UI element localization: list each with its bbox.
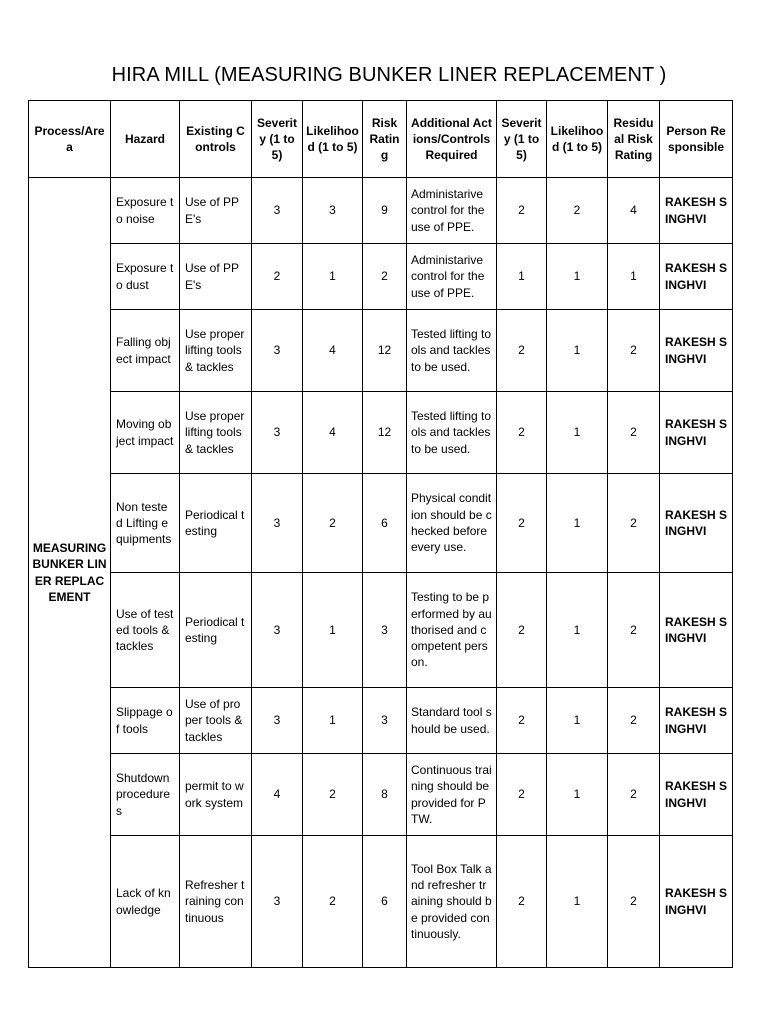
table-row xyxy=(29,688,733,754)
residual-risk-cell: 2 xyxy=(608,688,660,754)
person-cell: RAKESH SINGHVI xyxy=(660,178,733,244)
severity-cell: 2 xyxy=(252,244,303,310)
residual-likelihood-cell: 2 xyxy=(547,178,608,244)
hazard-cell: Exposure to dust xyxy=(111,244,180,310)
header-existing-controls: Existing Controls xyxy=(180,101,252,178)
hira-table xyxy=(28,100,733,968)
controls-cell: Use of proper tools & tackles xyxy=(180,688,252,754)
residual-severity-cell: 2 xyxy=(497,392,547,474)
risk-cell: 6 xyxy=(363,836,407,968)
severity-cell: 3 xyxy=(252,836,303,968)
hazard-cell: Slippage of tools xyxy=(111,688,180,754)
residual-risk-cell: 2 xyxy=(608,310,660,392)
table-row xyxy=(29,573,733,688)
table-row xyxy=(29,754,733,836)
likelihood-cell: 2 xyxy=(303,836,363,968)
person-cell: RAKESH SINGHVI xyxy=(660,310,733,392)
hazard-cell: Falling object impact xyxy=(111,310,180,392)
person-cell: RAKESH SINGHVI xyxy=(660,836,733,968)
risk-cell: 12 xyxy=(363,310,407,392)
severity-cell: 3 xyxy=(252,474,303,573)
hazard-cell: Exposure to noise xyxy=(111,178,180,244)
residual-likelihood-cell: 1 xyxy=(547,244,608,310)
actions-cell: Physical condition should be checked before every use. xyxy=(407,474,497,573)
residual-risk-cell: 2 xyxy=(608,573,660,688)
person-cell: RAKESH SINGHVI xyxy=(660,573,733,688)
residual-severity-cell: 1 xyxy=(497,244,547,310)
actions-cell: Continuous training should be provided for PTW. xyxy=(407,754,497,836)
person-cell: RAKESH SINGHVI xyxy=(660,244,733,310)
residual-risk-cell: 2 xyxy=(608,474,660,573)
hazard-cell: Lack of knowledge xyxy=(111,836,180,968)
residual-risk-cell: 2 xyxy=(608,836,660,968)
hazard-cell: Use of tested tools & tackles xyxy=(111,573,180,688)
table-row xyxy=(29,310,733,392)
residual-risk-cell: 2 xyxy=(608,392,660,474)
likelihood-cell: 1 xyxy=(303,573,363,688)
residual-risk-cell: 4 xyxy=(608,178,660,244)
table-row xyxy=(29,244,733,310)
controls-cell: permit to work system xyxy=(180,754,252,836)
header-likelihood: Likelihood (1 to 5) xyxy=(303,101,363,178)
controls-cell: Use of PPE's xyxy=(180,244,252,310)
residual-risk-cell: 1 xyxy=(608,244,660,310)
severity-cell: 3 xyxy=(252,392,303,474)
likelihood-cell: 1 xyxy=(303,244,363,310)
severity-cell: 3 xyxy=(252,310,303,392)
header-row xyxy=(29,101,733,178)
actions-cell: Tool Box Talk and refresher training should be provided continuously. xyxy=(407,836,497,968)
hazard-cell: Moving object impact xyxy=(111,392,180,474)
likelihood-cell: 2 xyxy=(303,754,363,836)
header-hazard: Hazard xyxy=(111,101,180,178)
hazard-cell: Shutdown procedures xyxy=(111,754,180,836)
risk-cell: 2 xyxy=(363,244,407,310)
residual-likelihood-cell: 1 xyxy=(547,754,608,836)
likelihood-cell: 1 xyxy=(303,688,363,754)
residual-severity-cell: 2 xyxy=(497,474,547,573)
residual-likelihood-cell: 1 xyxy=(547,392,608,474)
risk-cell: 12 xyxy=(363,392,407,474)
actions-cell: Administarive control for the use of PPE. xyxy=(407,178,497,244)
table-row xyxy=(29,392,733,474)
table-row xyxy=(29,178,733,244)
actions-cell: Standard tool should be used. xyxy=(407,688,497,754)
process-cell: MEASURING BUNKER LINER REPLACEMENT xyxy=(29,178,111,968)
likelihood-cell: 2 xyxy=(303,474,363,573)
header-residual-severity: Severity (1 to 5) xyxy=(497,101,547,178)
person-cell: RAKESH SINGHVI xyxy=(660,474,733,573)
controls-cell: Use proper lifting tools & tackles xyxy=(180,310,252,392)
likelihood-cell: 3 xyxy=(303,178,363,244)
likelihood-cell: 4 xyxy=(303,392,363,474)
header-risk-rating: Risk Rating xyxy=(363,101,407,178)
header-severity: Severity (1 to 5) xyxy=(252,101,303,178)
actions-cell: Testing to be performed by authorised and competent person. xyxy=(407,573,497,688)
likelihood-cell: 4 xyxy=(303,310,363,392)
actions-cell: Administarive control for the use of PPE. xyxy=(407,244,497,310)
controls-cell: Use proper lifting tools & tackles xyxy=(180,392,252,474)
residual-likelihood-cell: 1 xyxy=(547,310,608,392)
header-process: Process/Area xyxy=(29,101,111,178)
residual-risk-cell: 2 xyxy=(608,754,660,836)
table-row xyxy=(29,474,733,573)
risk-cell: 8 xyxy=(363,754,407,836)
hazard-cell: Non tested Lifting equipments xyxy=(111,474,180,573)
controls-cell: Periodical testing xyxy=(180,573,252,688)
residual-severity-cell: 2 xyxy=(497,310,547,392)
residual-severity-cell: 2 xyxy=(497,688,547,754)
severity-cell: 3 xyxy=(252,573,303,688)
severity-cell: 3 xyxy=(252,178,303,244)
controls-cell: Use of PPE's xyxy=(180,178,252,244)
controls-cell: Periodical testing xyxy=(180,474,252,573)
risk-cell: 3 xyxy=(363,688,407,754)
residual-likelihood-cell: 1 xyxy=(547,474,608,573)
residual-severity-cell: 2 xyxy=(497,573,547,688)
risk-cell: 6 xyxy=(363,474,407,573)
table-row xyxy=(29,836,733,968)
severity-cell: 3 xyxy=(252,688,303,754)
controls-cell: Refresher training continuous xyxy=(180,836,252,968)
residual-severity-cell: 2 xyxy=(497,178,547,244)
residual-likelihood-cell: 1 xyxy=(547,688,608,754)
residual-severity-cell: 2 xyxy=(497,836,547,968)
actions-cell: Tested lifting tools and tackles to be used. xyxy=(407,392,497,474)
person-cell: RAKESH SINGHVI xyxy=(660,392,733,474)
header-additional-actions: Additional Actions/Controls Required xyxy=(407,101,497,178)
header-person-responsible: Person Responsible xyxy=(660,101,733,178)
residual-likelihood-cell: 1 xyxy=(547,573,608,688)
page-title: HIRA MILL (MEASURING BUNKER LINER REPLACEMENT ) xyxy=(111,64,667,86)
person-cell: RAKESH SINGHVI xyxy=(660,688,733,754)
residual-severity-cell: 2 xyxy=(497,754,547,836)
severity-cell: 4 xyxy=(252,754,303,836)
residual-likelihood-cell: 1 xyxy=(547,836,608,968)
actions-cell: Tested lifting tools and tackles to be used. xyxy=(407,310,497,392)
risk-cell: 9 xyxy=(363,178,407,244)
person-cell: RAKESH SINGHVI xyxy=(660,754,733,836)
header-residual-likelihood: Likelihood (1 to 5) xyxy=(547,101,608,178)
risk-cell: 3 xyxy=(363,573,407,688)
header-residual-risk-rating: Residual Risk Rating xyxy=(608,101,660,178)
